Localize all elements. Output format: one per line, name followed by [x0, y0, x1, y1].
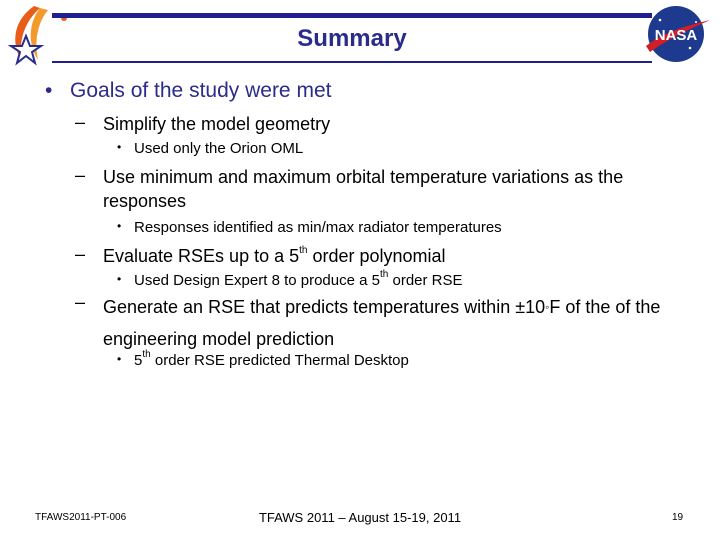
- title-bar: [52, 13, 652, 63]
- footer-conference: TFAWS 2011 – August 15-19, 2011: [258, 510, 462, 525]
- bullet-text: Used only the Orion OML: [134, 140, 304, 157]
- bullet-text: Evaluate RSEs up to a 5th order polynomial: [103, 245, 446, 266]
- bullet-text: Generate an RSE that predicts temperatures within ±10◦F of the of the engineering model prediction: [103, 297, 661, 349]
- bullet-text: Simplify the model geometry: [103, 114, 331, 134]
- bullet-text: Use minimum and maximum orbital temperature variations as the responses: [103, 167, 624, 211]
- slide-title: Summary: [297, 25, 407, 52]
- footer-doc-id: TFAWS2011-PT-006: [35, 512, 127, 523]
- bullet-text: 5th order RSE predicted Thermal Desktop: [134, 349, 409, 369]
- page-number: 19: [672, 512, 684, 523]
- nasa-logo-icon: [640, 2, 714, 66]
- nasa-logo-text: NASA: [654, 27, 698, 44]
- bullet-text: Goals of the study were met: [70, 79, 332, 102]
- bullet-text: Responses identified as min/max radiator temperatures: [134, 219, 502, 236]
- bullet-text: Used Design Expert 8 to produce a 5th order RSE: [134, 269, 463, 289]
